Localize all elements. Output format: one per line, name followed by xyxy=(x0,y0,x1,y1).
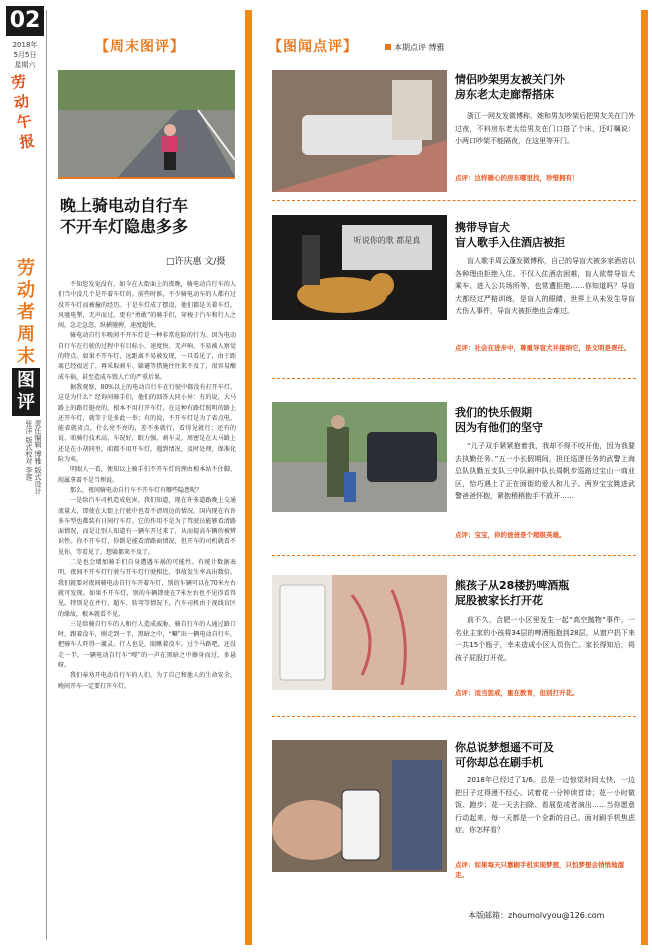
item-2-photo xyxy=(272,215,447,320)
item-5-body-text: 2018年已经过了1/6。总是一边惊觉时间太快，一边把日子过得漫不经心。试着花一分钟读首诗；花一小时做饭、跑步；花一天去扫除、看展览或者演出……当你愿意行动起来，每一天都是一个全新的自己。面对刷手机焦虑症，你怎样看？ xyxy=(455,776,635,834)
headline-line-2: 不开车灯隐患多多 xyxy=(60,217,189,236)
body-paragraph: 不知您发觉没有，如今在大街面上的夜晚，骑电动自行车的人们当中没几个是开着车灯的。前些时候，不少骑电动车的人都有过没开车灯而被撞的经历。于是车灯成了摆设，他们都是关着车灯，风驰电掣，无声而过。更有“勇敢”的骑手们，穿梭于汽车和行人之间，急走急忽，纵横驰骋，速度超快。 xyxy=(58,281,236,330)
item-5-body xyxy=(455,774,635,837)
body-paragraph: 骑电动自行车晚间不开车灯是一种非常危险的行为。因为电动自行车在行驶的过程中有目标小、速度快、无声响、不易被人察觉的特点。如果不开车灯，远距离不易被发现，一旦看见了，由于距离已经很近了，再采取刹车、躲避等措施往往来不及了，很容易酿成车祸，甚至造成车毁人亡的严重后果。 xyxy=(58,332,236,381)
orange-edge-bar xyxy=(641,10,648,945)
orange-column-bar xyxy=(245,10,252,945)
item-3-photo xyxy=(272,402,447,512)
left-article-body xyxy=(58,280,236,930)
item-1-title-line-2: 房东老太走廊帮搭床 xyxy=(455,88,554,101)
corridor-bed-art xyxy=(272,70,447,192)
item-divider xyxy=(272,378,636,379)
item-1-title-line-1: 情侣吵架男友被关门外 xyxy=(455,73,565,86)
item-4-photo xyxy=(272,575,447,690)
body-paragraph: 我们奉劝开电动自行车的人们，为了自己和他人的生命安全，晚间开车一定要打开车灯。 xyxy=(58,672,236,690)
body-paragraph: 三是给骑自行车的人和行人造成威胁。骑自行车的人通过路口时，跟着没车，刚走到一半，黑暗之中，“唰”出一辆电动自行车，把骑车人吓得一激灵。行人也是，眼瞅着没车，过个马路吧，还没走一半，一辆电动自行车“嗖”的一声在黑暗之中擦身而过，多悬呀。 xyxy=(58,620,236,669)
item-divider xyxy=(272,555,636,556)
item-2-title-line-1: 携带导盲犬 xyxy=(455,221,510,234)
item-3-title-line-2: 因为有他们的坚守 xyxy=(455,421,543,434)
section-name: 劳动者周末 xyxy=(17,258,35,367)
street-scooter-photo xyxy=(58,70,235,177)
item-divider xyxy=(272,200,636,201)
date-day: 5月5日 xyxy=(13,51,37,59)
item-1-comment: 点评：这样暖心的房东哪里找，珍惜拥有！ xyxy=(455,174,579,182)
right-section-label: 【图闻点评】 xyxy=(268,39,358,55)
item-3-title-line-1: 我们的快乐假期 xyxy=(455,406,532,419)
body-paragraph: 明眼人一看，便知以上骑手们不开车灯的理由根本站不住脚，纯属拿着不是当理说。 xyxy=(58,466,236,484)
body-paragraph: 据我观察，80%以上的电动自行车在行驶中都没有打开车灯。这是为什么？经询问骑手们，他们的回答大同小异：有的说，大马路上的路灯挺亮的，根本不用打开车灯，在这种有路灯照明的路上还开车灯，就等于是多此一举；有的说，不开车灯是为了省点电，能省就省点，什么亮不亮的，差不多就行，看得见就行；还有的说，咱骑行技术高，车况好，眼力强，刹车灵。周密是在大马路上还是在小胡同里，咱都不用开车灯，遇到情况，及时处理，保准化险为夷。 xyxy=(58,383,236,464)
item-1-body-text: 浙江一网友发微博称，她和男友吵架后把男友关在门外过夜，不料房东老太给男友在门口搭了个床，还叮嘱说：小两口吵架不能隔夜，在这里等开门。 xyxy=(455,112,635,145)
section-note-text: 本期点评 博雅 xyxy=(394,43,445,52)
rail-divider xyxy=(46,10,47,940)
item-4-title-line-1: 熊孩子从28楼扔啤酒瓶 xyxy=(455,579,570,592)
body-paragraph: 二是也会增加骑手们自身遭遇车祸的可能性。有统计数据表明，夜间不开车灯行驶与开车灯行驶相比，事故发生率高出数倍。我们就要对夜间骑电动自行车开着车灯，别的车辆可以在70米左右就可发现。如果不开车灯，别的车辆即使在7米左右也不见得看得见。特别是在并行、超车、转弯等情况下，汽车司机由于视线盲区的缘故，根本就看不见。 xyxy=(58,559,236,618)
phone-and-back-art xyxy=(272,575,447,690)
item-divider xyxy=(272,716,636,717)
item-5-title xyxy=(455,740,635,770)
item-2-body-text: 盲人歌手周云蓬发微博称，自己的导盲犬被多家酒店以各种理由拒绝入住。不仅入住酒店困难，盲人欲带导盲犬乘车、进入公共场所等，也常遭拒绝……你知道吗？导盲犬都经过严格训练，是盲人的眼睛，世界上从未发生导盲犬伤人事件，导盲犬被拒绝也会难过。 xyxy=(455,257,635,315)
item-2-body xyxy=(455,255,635,318)
left-section-label: 【周末图评】 xyxy=(95,39,185,55)
item-5-title-line-1: 你总说梦想遥不可及 xyxy=(455,741,554,754)
issue-date xyxy=(8,40,42,70)
item-4-title-line-2: 屁股被家长打开花 xyxy=(455,594,543,607)
item-2-title xyxy=(455,220,635,250)
item-5-title-line-2: 可你却总在刷手机 xyxy=(455,756,543,769)
newspaper-logo: 劳动午报 xyxy=(10,72,36,152)
item-1-photo xyxy=(272,70,447,192)
item-4-body-text: 前不久，合肥一小区里发生一起“高空抛物”事件，一名业主家的小孩将34层的啤酒瓶抱到28层，从窗户扔下来一共15个瓶子，幸未造成小区人员伤亡。家长得知后，将孩子屁股打开花。 xyxy=(455,616,635,662)
item-1-title xyxy=(455,72,635,102)
scooter-photo-art xyxy=(58,70,235,177)
item-1-body xyxy=(455,110,635,148)
section-note xyxy=(385,42,445,53)
phone-hand-art xyxy=(272,740,447,872)
body-paragraph: 那么，夜间骑电动自行车不开车灯有哪些隐患呢？ xyxy=(70,486,203,494)
square-icon xyxy=(385,44,391,50)
item-5-photo xyxy=(272,740,447,872)
photo-rule xyxy=(58,177,235,179)
item-2-comment: 点评：社会在进步中，尊重导盲犬并接纳它，是文明是责任。 xyxy=(455,344,631,352)
item-2-title-line-2: 盲人歌手入住酒店被拒 xyxy=(455,236,565,249)
headline-line-1: 晚上骑电动自行车 xyxy=(60,196,189,215)
item-3-body-text: “儿子双手紧紧抱着我，我却不得不咬开他，因为我要去执勤任务。”五一小长假期间，担任巡逻任务的武警上海总队执勤五支队三中队刷中队长周帆步巡路过宝山一商业区，恰巧遇上了正在面街的爱人和儿子。两岁宝宝跳进武警爸爸怀抱，紧抱稍稍抱手不放开…… xyxy=(455,442,635,500)
stage-screen-text: 听说你的歌 都是真 xyxy=(353,236,421,245)
item-3-comment: 点评：宝宝，你的爸爸是个超级英雄。 xyxy=(455,531,566,539)
page-number: 02 xyxy=(6,6,44,36)
byline: □许庆惠 文/摄 xyxy=(166,257,226,267)
soldier-child-art xyxy=(272,402,447,512)
body-paragraph: 一是给汽车司机造成危害。我们知道，现在许多道路晚上交通流量大，即使在大街上行驶中也看不清周边的情况。国内现在有许多车型也都装有日间行车灯。它的作用不是为了驾驶员能够看清路面情况，而是让别人知道有一辆车开过来了，从而提高车辆的被辨识性。你不开车灯，你倒是能看清路面情况，但开车的司机就看不见你，等看见了，想躲都来不及了。 xyxy=(58,497,236,556)
date-year: 2018年 xyxy=(12,41,38,49)
item-3-title xyxy=(455,405,635,435)
item-5-comment: 点评：如果每天只靠刷手机实现梦想，只怕梦想会悄悄地溜走。 xyxy=(455,861,624,879)
editor-credits: 责任编辑 博雅 版式设计 张洋 版式校对 李莲 xyxy=(25,420,42,495)
item-3-body xyxy=(455,440,635,503)
page-email: 本版邮箱：zhoumolvyou@126.com xyxy=(468,911,605,920)
date-weekday: 星期六 xyxy=(14,61,36,69)
item-4-body xyxy=(455,614,635,664)
item-4-title xyxy=(455,578,635,608)
section-sub: 图评 xyxy=(12,368,40,416)
item-4-comment: 点评：适当惩戒，重在教育，但别打开花。 xyxy=(455,689,579,697)
left-headline xyxy=(60,195,240,237)
guide-dog-stage-art xyxy=(272,215,447,320)
